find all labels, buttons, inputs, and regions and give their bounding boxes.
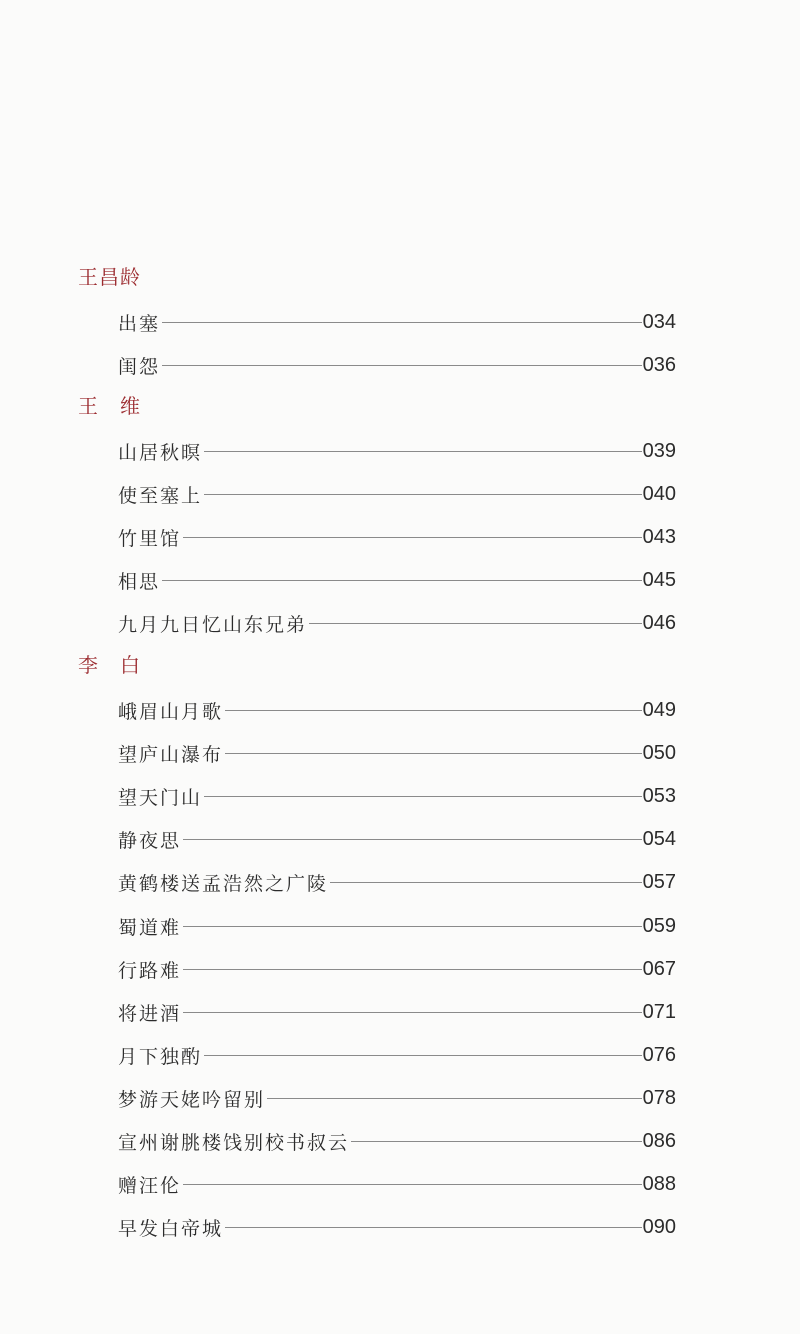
toc-entry[interactable] <box>118 1214 676 1240</box>
entry-title: 赠汪伦 <box>118 1174 182 1197</box>
leader-line <box>183 926 642 927</box>
toc-entry[interactable] <box>118 913 676 939</box>
toc-entry[interactable] <box>118 869 676 895</box>
toc-entry[interactable] <box>118 1085 676 1111</box>
toc-entry[interactable] <box>118 999 676 1025</box>
entry-title: 静夜思 <box>118 829 182 852</box>
leader-line <box>267 1098 642 1099</box>
toc-entry[interactable] <box>118 740 676 766</box>
entry-page-number: 090 <box>642 1215 676 1238</box>
entry-title: 黄鹤楼送孟浩然之广陵 <box>118 872 329 895</box>
toc-entry[interactable] <box>118 956 676 982</box>
entry-page-number: 071 <box>642 1000 676 1023</box>
entry-title: 行路难 <box>118 959 182 982</box>
toc-entry[interactable] <box>118 524 676 550</box>
entry-title: 蜀道难 <box>118 916 182 939</box>
toc-entry[interactable] <box>118 1171 676 1197</box>
leader-line <box>183 839 642 840</box>
leader-line <box>183 1012 642 1013</box>
leader-line <box>204 451 642 452</box>
entry-title: 闺怨 <box>118 355 161 378</box>
entry-title: 峨眉山月歌 <box>118 700 224 723</box>
toc-entry[interactable] <box>118 1042 676 1068</box>
entry-page-number: 076 <box>642 1043 676 1066</box>
leader-line <box>204 796 642 797</box>
leader-line <box>162 322 642 323</box>
entry-page-number: 045 <box>642 568 676 591</box>
entry-page-number: 054 <box>642 827 676 850</box>
toc-entry[interactable] <box>118 352 676 378</box>
leader-line <box>183 537 642 538</box>
toc-entry[interactable] <box>118 610 676 636</box>
entry-title: 将进酒 <box>118 1002 182 1025</box>
entry-title: 使至塞上 <box>118 484 203 507</box>
section-author-heading: 王 维 <box>78 394 141 418</box>
entry-page-number: 049 <box>642 698 676 721</box>
leader-line <box>162 365 642 366</box>
toc-entry[interactable] <box>118 309 676 335</box>
leader-line <box>162 580 642 581</box>
entry-title: 早发白帝城 <box>118 1217 224 1240</box>
toc-entry[interactable] <box>118 567 676 593</box>
entry-title: 梦游天姥吟留别 <box>118 1088 266 1111</box>
toc-entry[interactable] <box>118 697 676 723</box>
entry-page-number: 053 <box>642 784 676 807</box>
entry-title: 山居秋暝 <box>118 441 203 464</box>
entry-page-number: 036 <box>642 353 676 376</box>
entry-page-number: 040 <box>642 482 676 505</box>
leader-line <box>225 710 642 711</box>
toc-entry[interactable] <box>118 481 676 507</box>
entry-title: 九月九日忆山东兄弟 <box>118 613 308 636</box>
leader-line <box>183 969 642 970</box>
entry-title: 望天门山 <box>118 786 203 809</box>
entry-page-number: 034 <box>642 310 676 333</box>
leader-line <box>351 1141 642 1142</box>
leader-line <box>225 1227 642 1228</box>
entry-page-number: 088 <box>642 1172 676 1195</box>
toc-entry[interactable] <box>118 438 676 464</box>
leader-line <box>309 623 642 624</box>
entry-title: 宣州谢朓楼饯别校书叔云 <box>118 1131 350 1154</box>
leader-line <box>204 494 642 495</box>
entry-page-number: 043 <box>642 525 676 548</box>
leader-line <box>204 1055 642 1056</box>
entry-page-number: 059 <box>642 914 676 937</box>
entry-title: 月下独酌 <box>118 1045 203 1068</box>
entry-page-number: 050 <box>642 741 676 764</box>
entry-title: 望庐山瀑布 <box>118 743 224 766</box>
entry-title: 出塞 <box>118 312 161 335</box>
leader-line <box>183 1184 642 1185</box>
entry-page-number: 046 <box>642 611 676 634</box>
entry-page-number: 078 <box>642 1086 676 1109</box>
entry-title: 竹里馆 <box>118 527 182 550</box>
entry-page-number: 067 <box>642 957 676 980</box>
leader-line <box>225 753 642 754</box>
leader-line <box>330 882 642 883</box>
entry-page-number: 039 <box>642 439 676 462</box>
section-author-heading: 李 白 <box>78 653 141 677</box>
section-author-heading: 王昌龄 <box>78 265 141 289</box>
toc-entry[interactable] <box>118 1128 676 1154</box>
toc-entry[interactable] <box>118 783 676 809</box>
entry-page-number: 057 <box>642 870 676 893</box>
entry-page-number: 086 <box>642 1129 676 1152</box>
entry-title: 相思 <box>118 570 161 593</box>
toc-entry[interactable] <box>118 826 676 852</box>
